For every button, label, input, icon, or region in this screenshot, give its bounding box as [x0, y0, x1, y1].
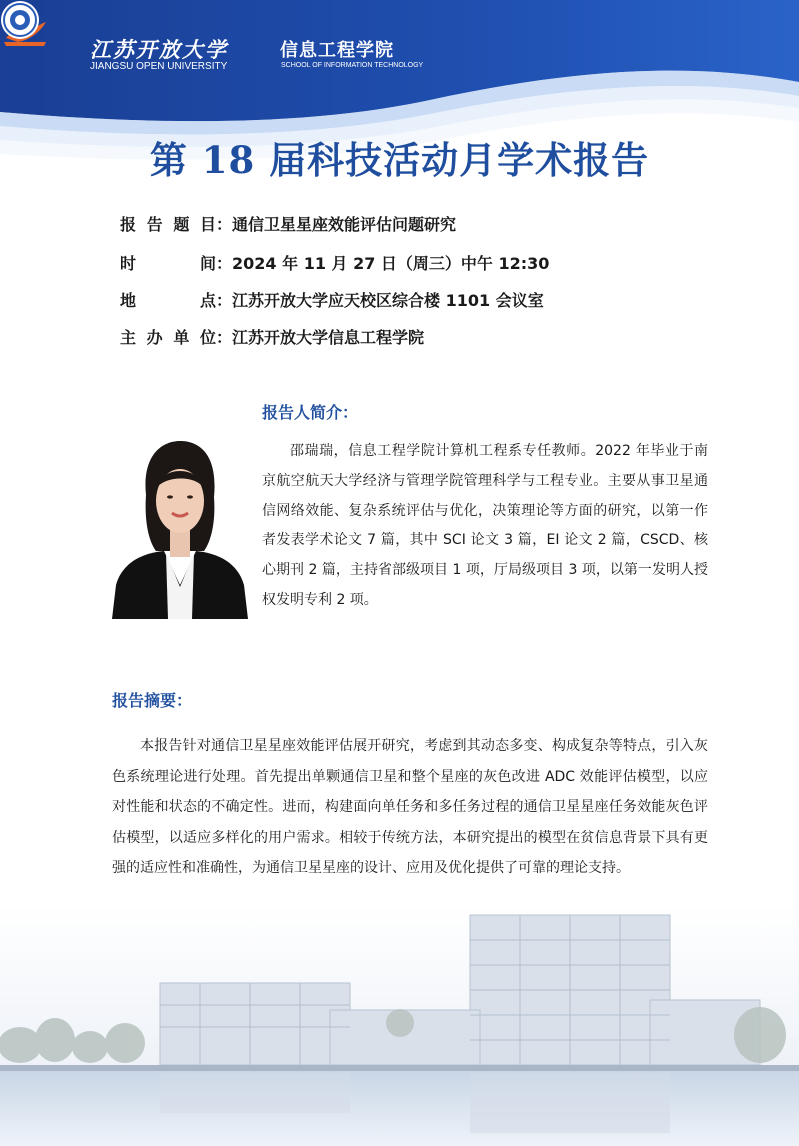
info-value: 江苏开放大学信息工程学院 [232, 328, 425, 347]
info-label: 报告题目 [120, 215, 216, 234]
info-row-location: 地点：江苏开放大学应天校区综合楼 1101 会议室 [120, 288, 544, 311]
school-name-en: SCHOOL OF INFORMATION TECHNOLOGY [281, 62, 424, 69]
speaker-heading: 报告人简介： [262, 403, 359, 422]
speaker-bio: 邵瑞瑞，信息工程学院计算机工程系专任教师。2022 年毕业于南京航空航天大学经济与管理学院管理科学与工程专业。主要从事卫星通信网络效能、复杂系统评估与优化，决策理论等方面的研究，以第一作者发表学术论文 7 篇，其中 SCI 论文 3 篇，EI 论文 2 篇，CSCD、核心期刊 2 篇，主持省部级项目 1 项，厅局级项目 3 项，以第一发明人授权发明专利 2 项。 [262, 443, 708, 608]
info-label: 主办单位 [120, 328, 216, 347]
info-row-topic: 报告题目：通信卫星星座效能评估问题研究 [120, 212, 456, 235]
info-row-time: 时间：2024 年 11 月 27 日（周三）中午 12:30 [120, 251, 549, 274]
page-title: 第 18 届科技活动月学术报告 [149, 138, 650, 182]
abstract-heading: 报告摘要： [112, 691, 193, 710]
info-label: 地点 [120, 291, 216, 310]
campus-building-illustration [0, 905, 799, 1146]
speaker-photo [112, 435, 248, 619]
info-label: 时间 [120, 254, 216, 273]
school-name-cn: 信息工程学院 [280, 40, 394, 61]
info-value: 江苏开放大学应天校区综合楼 1101 会议室 [232, 291, 544, 310]
university-name-cn: 江苏开放大学 [90, 37, 228, 62]
school-emblem-icon [0, 0, 40, 40]
info-value: 通信卫星星座效能评估问题研究 [232, 215, 457, 234]
info-row-organizer: 主办单位：江苏开放大学信息工程学院 [120, 325, 424, 348]
info-value: 2024 年 11 月 27 日（周三）中午 12:30 [232, 254, 550, 273]
abstract-text: 本报告针对通信卫星星座效能评估展开研究，考虑到其动态多变、构成复杂等特点，引入灰色系统理论进行处理。首先提出单颗通信卫星和整个星座的灰色改进 ADC 效能评估模型，以应对性能和状态的不确定性。进而，构建面向单任务和多任务过程的通信卫星星座任务效能灰色评估模型，以适应多样化的用户需求。相较于传统方法，本研究提出的模型在贫信息背景下具有更强的适应性和准确性，为通信卫星星座的设计、应用及优化提供了可靠的理论支持。 [112, 738, 708, 876]
university-name-en: JIANGSU OPEN UNIVERSITY [90, 61, 228, 72]
